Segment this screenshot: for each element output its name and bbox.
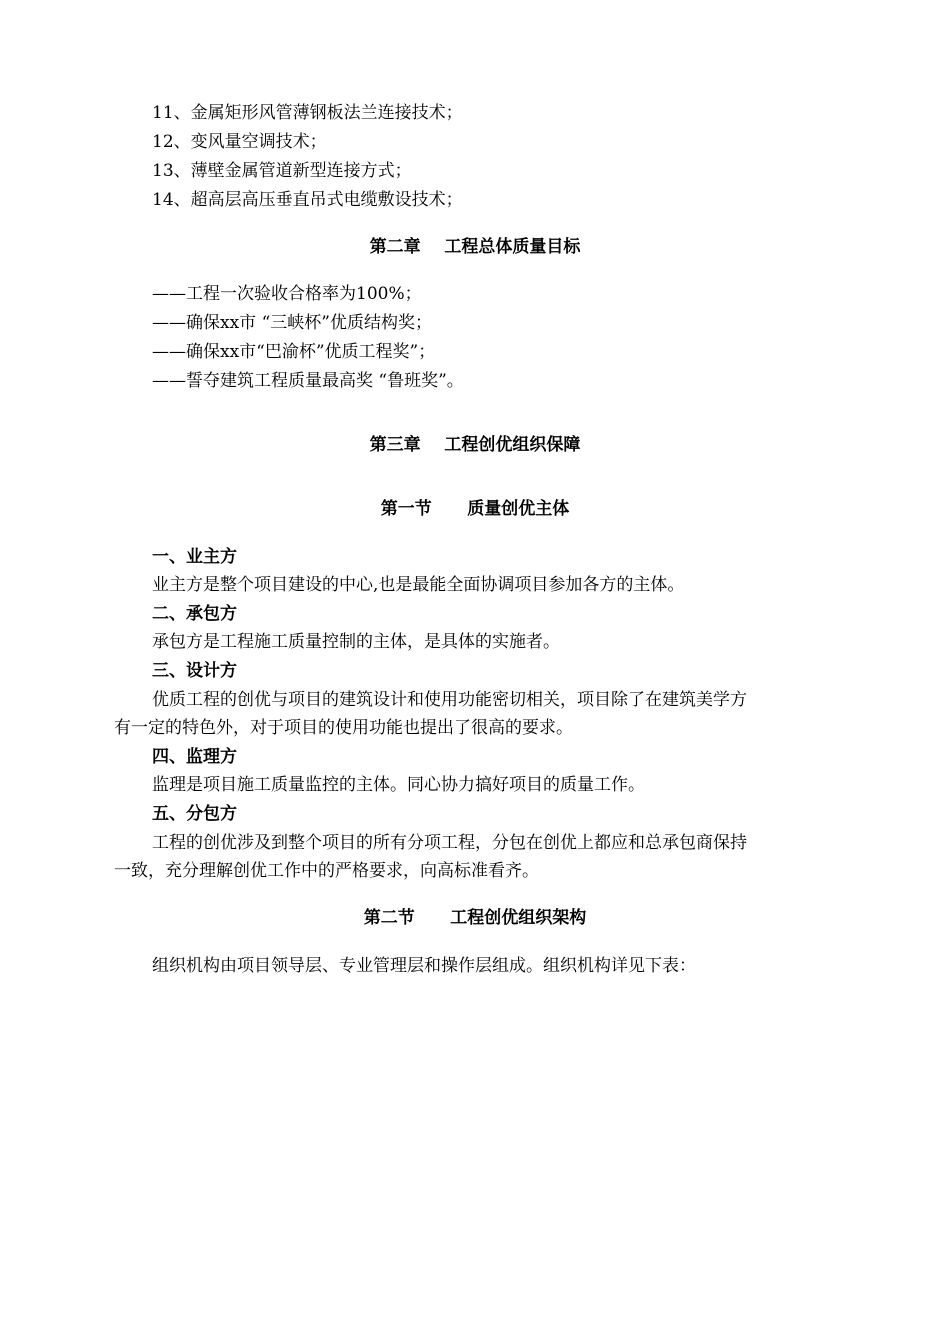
- tech-list-item: 11、金属矩形风管薄钢板法兰连接技术；: [152, 103, 463, 123]
- org-structure-text: 组织机构由项目领导层、专业管理层和操作层组成。组织机构详见下表：: [152, 956, 696, 976]
- contractor-text: 承包方是工程施工质量控制的主体，是具体的实施者。: [152, 632, 560, 652]
- quality-goal-item: ——确保xx市“巴渝杯”优质工程奖”；: [152, 342, 436, 362]
- supervisor-text: 监理是项目施工质量监控的主体。同心协力搞好项目的质量工作。: [152, 775, 645, 795]
- subcontractor-text-line1: 工程的创优涉及到整个项目的所有分项工程，分包在创优上都应和总承包商保持: [152, 833, 747, 853]
- owner-text: 业主方是整个项目建设的中心,也是最能全面协调项目参加各方的主体。: [152, 575, 685, 595]
- owner-heading: 一、业主方: [152, 547, 237, 567]
- tech-list-item: 12、变风量空调技术；: [152, 132, 327, 152]
- section-1-title: 第一节 质量创优主体: [380, 499, 570, 519]
- quality-goal-item: ——誓夺建筑工程质量最高奖 “鲁班奖”。: [152, 371, 464, 391]
- tech-list-item: 13、薄壁金属管道新型连接方式；: [152, 161, 412, 181]
- subcontractor-heading: 五、分包方: [152, 804, 237, 824]
- section-2-title: 第二节 工程创优组织架构: [363, 908, 587, 928]
- designer-text-line1: 优质工程的创优与项目的建筑设计和使用功能密切相关，项目除了在建筑美学方: [152, 690, 747, 710]
- quality-goal-item: ——工程一次验收合格率为100%；: [152, 284, 422, 304]
- designer-heading: 三、设计方: [152, 661, 237, 681]
- supervisor-heading: 四、监理方: [152, 747, 237, 767]
- tech-list-item: 14、超高层高压垂直吊式电缆敷设技术；: [152, 190, 463, 210]
- quality-goal-item: ——确保xx市 “三峡杯”优质结构奖；: [152, 313, 432, 333]
- subcontractor-text-line2: 一致，充分理解创优工作中的严格要求，向高标准看齐。: [114, 861, 539, 881]
- chapter-2-title: 第二章 工程总体质量目标: [369, 237, 581, 257]
- contractor-heading: 二、承包方: [152, 604, 237, 624]
- designer-text-line2: 有一定的特色外，对于项目的使用功能也提出了很高的要求。: [114, 718, 573, 738]
- chapter-3-title: 第三章 工程创优组织保障: [369, 435, 581, 455]
